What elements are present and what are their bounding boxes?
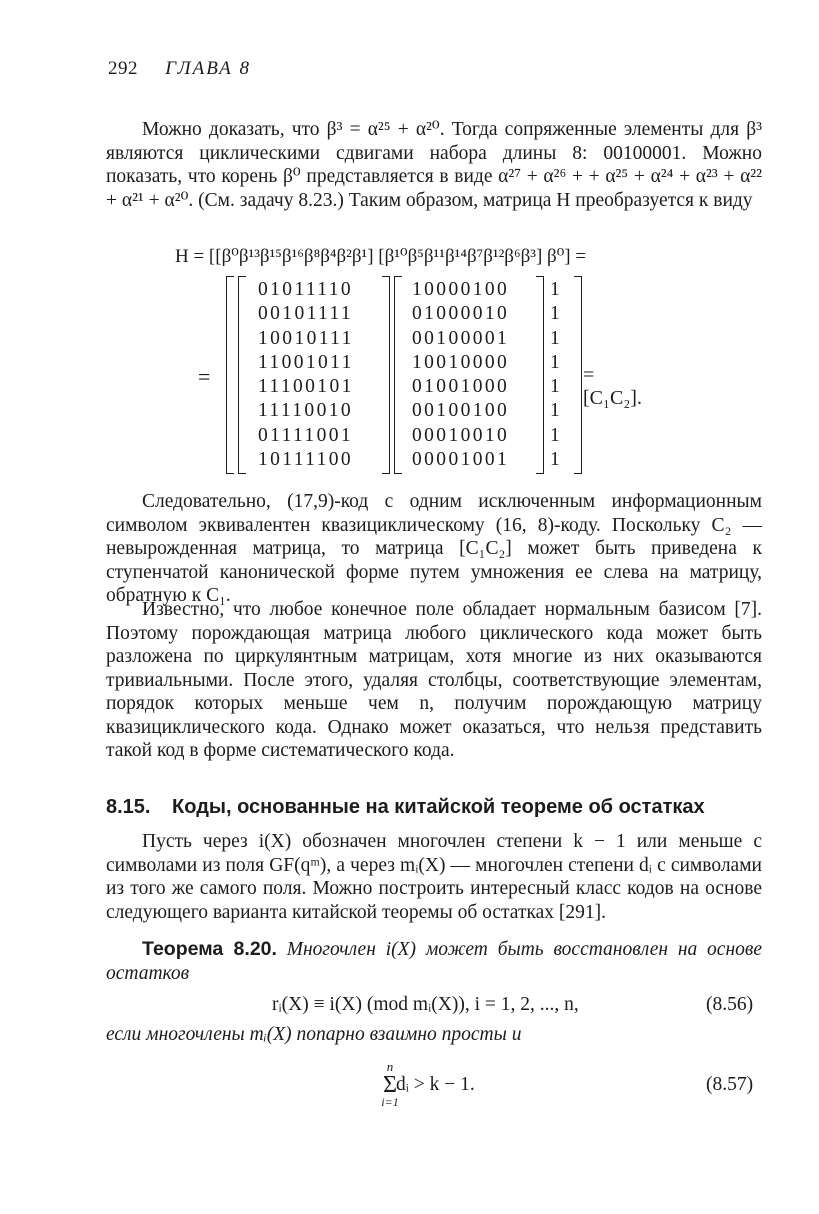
last-col-cell: 1 <box>550 400 563 422</box>
outer-left-bracket <box>226 276 234 474</box>
paragraph-2-text: Следовательно, (17,9)-код с одним исключенным информационным символом эквивалентен квазициклическому (16, 8)-коду. Поскольку C₂ — невырожденная матрица, то матрица [C₁C₂] может быть приведена к ступенчатой канонической форме путем умножения ее слева на матрицу, обратную к C₁. <box>106 491 762 606</box>
condition-text: если многочлены mᵢ(X) попарно взаимно просты и <box>106 1024 522 1045</box>
theorem-text: Многочлен i(X) может быть восстановлен на основе остатков <box>106 939 763 984</box>
section-number: 8.15. <box>106 796 151 818</box>
section-title: Коды, основанные на китайской теореме об остатках <box>172 796 705 818</box>
paragraph-4 <box>106 830 762 924</box>
c1-row: 11100101 <box>258 376 354 398</box>
c1-row: 10010111 <box>258 327 354 349</box>
paragraph-3 <box>106 598 762 763</box>
c1-left-bracket <box>238 276 246 474</box>
equation-number-8-56: (8.56) <box>706 994 754 1015</box>
matrix-result: = [C₁C₂]. <box>583 364 642 409</box>
c2-row: 00100001 <box>412 327 510 349</box>
paragraph-3-text: Известно, что любое конечное поле обладает нормальным базисом [7]. Поэтому порождающая матрица любого циклического кода может быть разложена по циркулянтным матрицам, хотя многие из них оказываются тривиальными. После этого, удаляя столбцы, соответствующие элементам, порядок которых меньше чем n, получим порождающую матрицу квазициклического кода. Однако может оказаться, что нельзя представить такой код в форме систематического кода. <box>106 599 762 761</box>
last-col-cell: 1 <box>550 351 563 373</box>
c1-row: 01011110 <box>258 279 354 300</box>
c1-row: 01111001 <box>258 424 354 446</box>
theorem-label: Теорема 8.20. <box>142 938 277 960</box>
c1-right-bracket <box>382 276 390 474</box>
c2-row: 00001001 <box>412 449 510 471</box>
theorem <box>106 938 762 985</box>
chapter-title: ГЛАВА 8 <box>165 58 252 79</box>
last-col-cell: 1 <box>550 327 563 349</box>
page-number: 292 <box>108 58 138 79</box>
c1-row: 10111100 <box>258 449 354 471</box>
last-col-cell: 1 <box>550 449 563 471</box>
c2-right-bracket <box>536 276 544 474</box>
equation-8-56: rᵢ(X) ≡ i(X) (mod mᵢ(X)), i = 1, 2, ..., n, <box>272 994 579 1015</box>
c2-column <box>412 278 509 472</box>
section-heading <box>106 796 705 819</box>
paragraph-1 <box>106 118 762 212</box>
h-matrix-equation: H = [[β⁰β¹³β¹⁵β¹⁶β⁸β⁴β²β¹] [β¹⁰β⁵β¹¹β¹⁴β⁷β¹²β⁶β³] β⁰] = <box>175 246 587 267</box>
c2-row: 01001000 <box>412 376 510 398</box>
last-col-cell: 1 <box>550 424 563 446</box>
c1-row: 11001011 <box>258 351 354 373</box>
sum-expression: dᵢ > k − 1. <box>396 1074 475 1095</box>
outer-right-bracket <box>574 276 582 474</box>
c2-left-bracket <box>394 276 402 474</box>
c1-row: 00101111 <box>258 303 354 325</box>
equation-number-8-57: (8.57) <box>706 1074 754 1095</box>
sum-symbol: Σ <box>383 1072 397 1098</box>
page-header <box>108 58 251 80</box>
matrix-equals-sign: = <box>198 364 211 389</box>
c2-row: 10010000 <box>412 351 510 373</box>
c1-row: 11110010 <box>258 400 354 422</box>
sum-upper-limit: n <box>386 1059 394 1074</box>
c2-row: 01000010 <box>412 303 510 325</box>
last-col-cell: 1 <box>550 279 563 300</box>
last-col-cell: 1 <box>550 376 563 398</box>
last-column <box>550 278 562 472</box>
last-col-cell: 1 <box>550 303 563 325</box>
paragraph-4-text: Пусть через i(X) обозначен многочлен степени k − 1 или меньше с символами из поля GF(qᵐ), а через mᵢ(X) — многочлен степени dᵢ с символами из того же самого поля. Можно построить интересный класс кодов на основе следующего варианта китайской теоремы об остатках [291]. <box>106 831 762 923</box>
c2-row: 00010010 <box>412 424 510 446</box>
c2-row: 10000100 <box>412 279 510 300</box>
c1-column <box>258 278 354 472</box>
paragraph-1-text: Можно доказать, что β³ = α²⁵ + α²⁰. Тогда сопряженные элементы для β³ являются циклическими сдвигами набора длины 8: 00100001. Можно показать, что корень β⁰ представляется в виде α²⁷ + α²⁶ + + α²⁵ + α²⁴ + α²³ + α²² + α²¹ + α²⁰. (См. задачу 8.23.) Таким образом, матрица H преобразуется к виду <box>106 119 762 211</box>
paragraph-2 <box>106 490 762 608</box>
sum-lower-limit: i=1 <box>381 1095 399 1109</box>
c2-row: 00100100 <box>412 400 510 422</box>
